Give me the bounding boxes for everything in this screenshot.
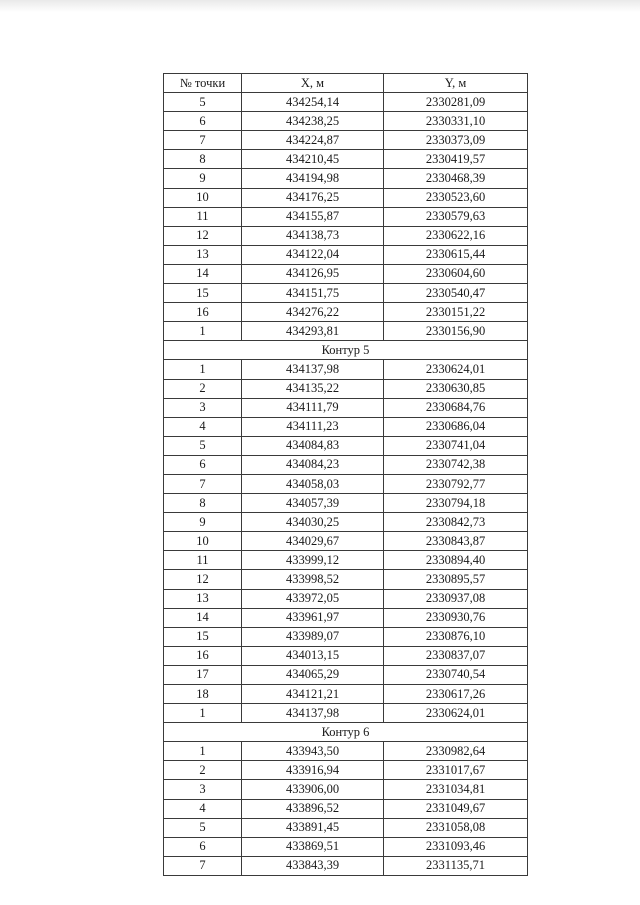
y-coordinate-cell: 2330523,60 (384, 188, 528, 207)
x-coordinate-cell: 434121,21 (242, 685, 384, 704)
x-coordinate-cell: 434137,98 (242, 704, 384, 723)
table-row (164, 742, 528, 761)
point-number-cell: 16 (164, 303, 242, 322)
y-coordinate-cell: 2330740,54 (384, 665, 528, 684)
x-coordinate-cell: 433999,12 (242, 551, 384, 570)
y-coordinate-cell: 2330624,01 (384, 704, 528, 723)
section-title: Контур 6 (164, 723, 528, 742)
x-coordinate-cell: 434084,23 (242, 455, 384, 474)
x-coordinate-cell: 433869,51 (242, 837, 384, 856)
y-coordinate-cell: 2330604,60 (384, 264, 528, 283)
point-number-cell: 3 (164, 780, 242, 799)
table-row (164, 818, 528, 837)
point-number-cell: 18 (164, 685, 242, 704)
point-number-cell: 15 (164, 284, 242, 303)
table-row (164, 264, 528, 283)
x-coordinate-cell: 434254,14 (242, 93, 384, 112)
table-row (164, 169, 528, 188)
y-coordinate-cell: 2331034,81 (384, 780, 528, 799)
y-coordinate-cell: 2331135,71 (384, 856, 528, 875)
x-coordinate-cell: 434013,15 (242, 646, 384, 665)
x-coordinate-cell: 433916,94 (242, 761, 384, 780)
y-coordinate-cell: 2330842,73 (384, 513, 528, 532)
x-coordinate-cell: 434111,79 (242, 398, 384, 417)
point-number-cell: 7 (164, 474, 242, 493)
point-number-cell: 15 (164, 627, 242, 646)
table-row (164, 665, 528, 684)
x-coordinate-cell: 434030,25 (242, 513, 384, 532)
point-number-cell: 9 (164, 513, 242, 532)
y-coordinate-cell: 2330156,90 (384, 322, 528, 341)
table-header-row (164, 74, 528, 93)
y-coordinate-cell: 2330624,01 (384, 360, 528, 379)
x-coordinate-cell: 434194,98 (242, 169, 384, 188)
table-row (164, 799, 528, 818)
point-number-cell: 13 (164, 245, 242, 264)
table-row (164, 245, 528, 264)
point-number-cell: 17 (164, 665, 242, 684)
table-row (164, 455, 528, 474)
x-coordinate-cell: 434210,45 (242, 150, 384, 169)
table-row (164, 93, 528, 112)
x-coordinate-cell: 434137,98 (242, 360, 384, 379)
table-row (164, 360, 528, 379)
header-point-number: № точки (164, 74, 242, 93)
table-row (164, 303, 528, 322)
table-row (164, 837, 528, 856)
point-number-cell: 8 (164, 494, 242, 513)
y-coordinate-cell: 2330684,76 (384, 398, 528, 417)
table-row (164, 474, 528, 493)
y-coordinate-cell: 2330373,09 (384, 131, 528, 150)
header-x: X, м (242, 74, 384, 93)
y-coordinate-cell: 2330794,18 (384, 494, 528, 513)
point-number-cell: 14 (164, 264, 242, 283)
table-row (164, 646, 528, 665)
x-coordinate-cell: 434135,22 (242, 379, 384, 398)
table-row (164, 379, 528, 398)
point-number-cell: 3 (164, 398, 242, 417)
y-coordinate-cell: 2330876,10 (384, 627, 528, 646)
x-coordinate-cell: 433998,52 (242, 570, 384, 589)
point-number-cell: 7 (164, 131, 242, 150)
x-coordinate-cell: 433961,97 (242, 608, 384, 627)
x-coordinate-cell: 434111,23 (242, 417, 384, 436)
y-coordinate-cell: 2330741,04 (384, 436, 528, 455)
table-row (164, 513, 528, 532)
table-row (164, 436, 528, 455)
point-number-cell: 5 (164, 436, 242, 455)
x-coordinate-cell: 434276,22 (242, 303, 384, 322)
table-row (164, 589, 528, 608)
x-coordinate-cell: 434065,29 (242, 665, 384, 684)
table-row (164, 532, 528, 551)
point-number-cell: 5 (164, 818, 242, 837)
point-number-cell: 5 (164, 93, 242, 112)
point-number-cell: 6 (164, 455, 242, 474)
section-title-row (164, 341, 528, 360)
table-row (164, 551, 528, 570)
x-coordinate-cell: 433989,07 (242, 627, 384, 646)
point-number-cell: 1 (164, 704, 242, 723)
point-number-cell: 1 (164, 360, 242, 379)
x-coordinate-cell: 434151,75 (242, 284, 384, 303)
point-number-cell: 9 (164, 169, 242, 188)
x-coordinate-cell: 434138,73 (242, 226, 384, 245)
table-row (164, 284, 528, 303)
point-number-cell: 12 (164, 226, 242, 245)
y-coordinate-cell: 2330982,64 (384, 742, 528, 761)
y-coordinate-cell: 2330331,10 (384, 112, 528, 131)
y-coordinate-cell: 2331058,08 (384, 818, 528, 837)
y-coordinate-cell: 2330843,87 (384, 532, 528, 551)
table-row (164, 398, 528, 417)
table-row (164, 570, 528, 589)
y-coordinate-cell: 2330419,57 (384, 150, 528, 169)
x-coordinate-cell: 433843,39 (242, 856, 384, 875)
x-coordinate-cell: 434126,95 (242, 264, 384, 283)
y-coordinate-cell: 2330937,08 (384, 589, 528, 608)
y-coordinate-cell: 2330617,26 (384, 685, 528, 704)
y-coordinate-cell: 2330837,07 (384, 646, 528, 665)
section-title: Контур 5 (164, 341, 528, 360)
x-coordinate-cell: 434293,81 (242, 322, 384, 341)
x-coordinate-cell: 434238,25 (242, 112, 384, 131)
point-number-cell: 11 (164, 207, 242, 226)
point-number-cell: 12 (164, 570, 242, 589)
point-number-cell: 4 (164, 417, 242, 436)
y-coordinate-cell: 2330686,04 (384, 417, 528, 436)
point-number-cell: 1 (164, 322, 242, 341)
x-coordinate-cell: 434084,83 (242, 436, 384, 455)
header-y: Y, м (384, 74, 528, 93)
point-number-cell: 2 (164, 379, 242, 398)
table-row (164, 322, 528, 341)
y-coordinate-cell: 2331049,67 (384, 799, 528, 818)
table-row (164, 207, 528, 226)
y-coordinate-cell: 2330930,76 (384, 608, 528, 627)
y-coordinate-cell: 2330894,40 (384, 551, 528, 570)
y-coordinate-cell: 2330622,16 (384, 226, 528, 245)
table-row (164, 494, 528, 513)
x-coordinate-cell: 434155,87 (242, 207, 384, 226)
section-title-row (164, 723, 528, 742)
y-coordinate-cell: 2330579,63 (384, 207, 528, 226)
y-coordinate-cell: 2331093,46 (384, 837, 528, 856)
x-coordinate-cell: 434224,87 (242, 131, 384, 150)
point-number-cell: 6 (164, 112, 242, 131)
point-number-cell: 7 (164, 856, 242, 875)
point-number-cell: 14 (164, 608, 242, 627)
x-coordinate-cell: 434029,67 (242, 532, 384, 551)
y-coordinate-cell: 2330742,38 (384, 455, 528, 474)
table-row (164, 112, 528, 131)
x-coordinate-cell: 434058,03 (242, 474, 384, 493)
table-body (164, 93, 528, 876)
x-coordinate-cell: 434057,39 (242, 494, 384, 513)
table-row (164, 761, 528, 780)
table-row (164, 188, 528, 207)
point-number-cell: 8 (164, 150, 242, 169)
table-row (164, 226, 528, 245)
point-number-cell: 16 (164, 646, 242, 665)
x-coordinate-cell: 433896,52 (242, 799, 384, 818)
table-row (164, 131, 528, 150)
table-row (164, 685, 528, 704)
x-coordinate-cell: 434176,25 (242, 188, 384, 207)
table-row (164, 704, 528, 723)
point-number-cell: 10 (164, 188, 242, 207)
y-coordinate-cell: 2330151,22 (384, 303, 528, 322)
x-coordinate-cell: 433943,50 (242, 742, 384, 761)
x-coordinate-cell: 433891,45 (242, 818, 384, 837)
x-coordinate-cell: 433906,00 (242, 780, 384, 799)
table-row (164, 417, 528, 436)
point-number-cell: 6 (164, 837, 242, 856)
y-coordinate-cell: 2331017,67 (384, 761, 528, 780)
coordinates-table (163, 73, 528, 876)
y-coordinate-cell: 2330630,85 (384, 379, 528, 398)
scan-top-edge (0, 0, 640, 12)
table-row (164, 856, 528, 875)
y-coordinate-cell: 2330615,44 (384, 245, 528, 264)
table-row (164, 627, 528, 646)
y-coordinate-cell: 2330895,57 (384, 570, 528, 589)
point-number-cell: 1 (164, 742, 242, 761)
y-coordinate-cell: 2330792,77 (384, 474, 528, 493)
x-coordinate-cell: 434122,04 (242, 245, 384, 264)
table-row (164, 780, 528, 799)
point-number-cell: 4 (164, 799, 242, 818)
point-number-cell: 13 (164, 589, 242, 608)
table-row (164, 150, 528, 169)
y-coordinate-cell: 2330281,09 (384, 93, 528, 112)
point-number-cell: 11 (164, 551, 242, 570)
table-row (164, 608, 528, 627)
y-coordinate-cell: 2330468,39 (384, 169, 528, 188)
y-coordinate-cell: 2330540,47 (384, 284, 528, 303)
x-coordinate-cell: 433972,05 (242, 589, 384, 608)
point-number-cell: 10 (164, 532, 242, 551)
point-number-cell: 2 (164, 761, 242, 780)
